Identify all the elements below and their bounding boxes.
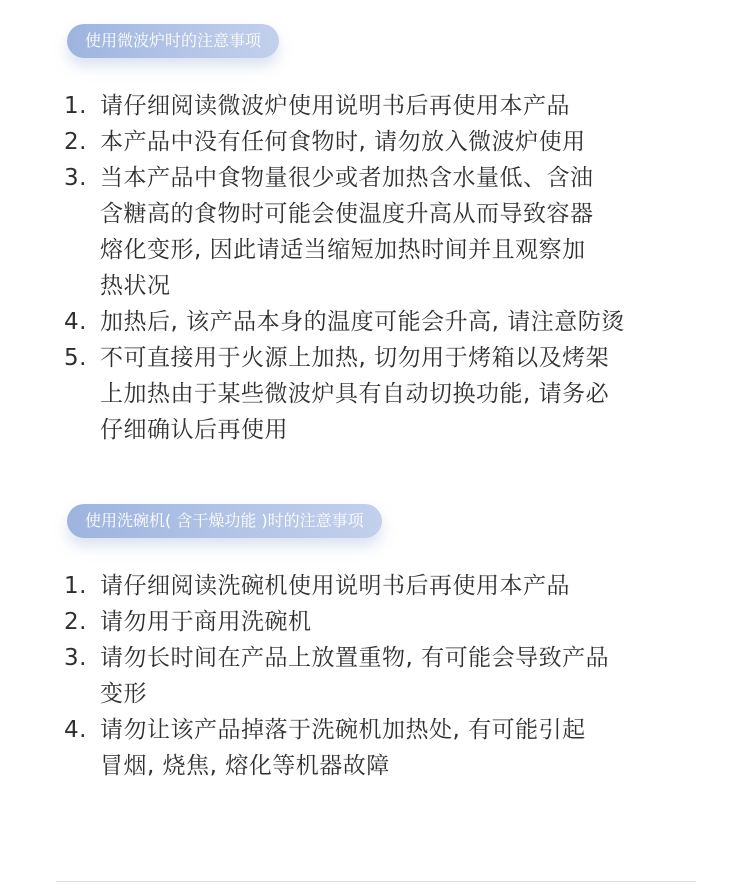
list-item [64,712,724,784]
list-item [64,568,724,604]
dishwasher-section-title: 使用洗碗机( 含干燥功能 )时的注意事项 [67,504,382,538]
dishwasher-notes-list [64,568,724,784]
item-line: 上加热由于某些微波炉具有自动切换功能, 请务必 [100,381,610,407]
item-number: 1. [64,573,87,599]
microwave-notes-list [64,88,724,448]
item-number: 5. [64,345,87,371]
item-number: 4. [64,717,87,743]
item-number: 2. [64,129,87,155]
item-line: 当本产品中食物量很少或者加热含水量低、含油 [100,165,594,191]
item-line: 加热后, 该产品本身的温度可能会升高, 请注意防烫 [100,309,625,335]
list-item [64,160,724,304]
list-item [64,604,724,640]
item-line: 本产品中没有任何食物时, 请勿放入微波炉使用 [100,129,586,155]
item-line: 仔细确认后再使用 [100,417,288,443]
list-item [64,340,724,448]
item-line: 不可直接用于火源上加热, 切勿用于烤箱以及烤架 [100,345,610,371]
item-line: 热状况 [100,273,171,299]
item-line: 熔化变形, 因此请适当缩短加热时间并且观察加 [100,237,586,263]
item-number: 2. [64,609,87,635]
item-number: 3. [64,645,87,671]
item-line: 请勿让该产品掉落于洗碗机加热处, 有可能引起 [100,717,586,743]
item-line: 请勿长时间在产品上放置重物, 有可能会导致产品 [100,645,610,671]
item-number: 3. [64,165,87,191]
item-line: 请仔细阅读微波炉使用说明书后再使用本产品 [100,93,570,119]
microwave-section-title: 使用微波炉时的注意事项 [67,24,279,58]
list-item [64,124,724,160]
bottom-divider [56,881,696,882]
item-line: 变形 [100,681,147,707]
item-line: 含糖高的食物时可能会使温度升高从而导致容器 [100,201,594,227]
item-number: 4. [64,309,87,335]
list-item [64,640,724,712]
list-item [64,88,724,124]
item-number: 1. [64,93,87,119]
item-line: 请仔细阅读洗碗机使用说明书后再使用本产品 [100,573,570,599]
list-item [64,304,724,340]
item-line: 冒烟, 烧焦, 熔化等机器故障 [100,753,390,779]
item-line: 请勿用于商用洗碗机 [100,609,312,635]
